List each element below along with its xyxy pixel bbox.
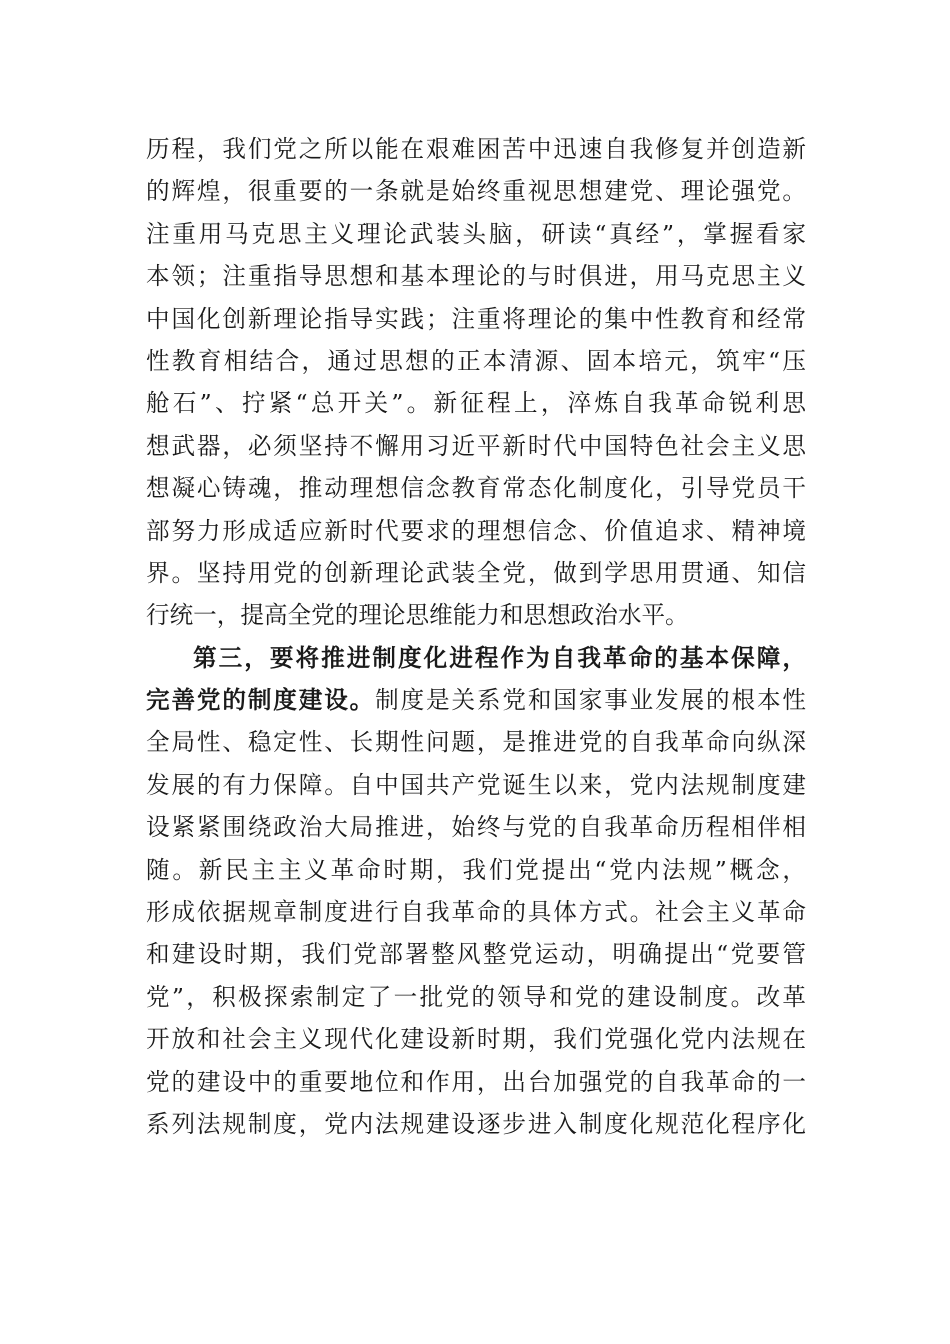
text-line: 部努力形成适应新时代要求的理想信念、价值追求、精神境: [146, 516, 806, 545]
text-line: 开放和社会主义现代化建设新时期，我们党强化党内法规在: [146, 1025, 806, 1054]
text-line: 本领；注重指导思想和基本理论的与时俱进，用马克思主义: [146, 262, 806, 291]
section-heading-end: 完善党的制度建设。: [146, 686, 376, 715]
text-line: 党的建设中的重要地位和作用，出台加强党的自我革命的一: [146, 1067, 806, 1096]
text-line: 全局性、稳定性、长期性问题，是推进党的自我革命向纵深: [146, 728, 806, 757]
text-line: 界。坚持用党的创新理论武装全党，做到学思用贯通、知信: [146, 558, 806, 587]
text-run: 制度是关系党和国家事业发展的根本性: [375, 686, 806, 715]
paragraph-2: [146, 637, 806, 1146]
text-line: 想武器，必须坚持不懈用习近平新时代中国特色社会主义思: [146, 431, 806, 460]
text-line: 性教育相结合，通过思想的正本清源、固本培元，筑牢“压: [146, 346, 806, 375]
text-line: 随。新民主主义革命时期，我们党提出“党内法规”概念，: [146, 855, 806, 884]
text-line: 形成依据规章制度进行自我革命的具体方式。社会主义革命: [146, 898, 806, 927]
section-heading-line: 第三，要将推进制度化进程作为自我革命的基本保障，: [193, 643, 806, 672]
text-line: 历程，我们党之所以能在艰难困苦中迅速自我修复并创造新: [146, 135, 806, 163]
text-line: 中国化创新理论指导实践；注重将理论的集中性教育和经常: [146, 304, 806, 333]
paragraph-1: [146, 128, 806, 637]
document-page: [146, 128, 806, 1145]
text-line: 设紧紧围绕政治大局推进，始终与党的自我革命历程相伴相: [146, 813, 806, 842]
text-line: 行统一，提高全党的理论思维能力和思想政治水平。: [146, 601, 689, 630]
text-line: 发展的有力保障。自中国共产党诞生以来，党内法规制度建: [146, 770, 806, 799]
text-line: 的辉煌，很重要的一条就是始终重视思想建党、理论强党。: [146, 177, 806, 206]
text-line: 舱石”、拧紧“总开关”。新征程上，淬炼自我革命锐利思: [146, 389, 806, 418]
text-line: 想凝心铸魂，推动理想信念教育常态化制度化，引导党员干: [146, 474, 806, 503]
text-line: [146, 679, 806, 721]
text-line: 党”，积极探索制定了一批党的领导和党的建设制度。改革: [146, 982, 806, 1011]
text-line: 系列法规制度，党内法规建设逐步进入制度化规范化程序化: [146, 1109, 806, 1138]
text-line: 注重用马克思主义理论武装头脑，研读“真经”，掌握看家: [146, 219, 806, 248]
text-line: 和建设时期，我们党部署整风整党运动，明确提出“党要管: [146, 940, 806, 969]
